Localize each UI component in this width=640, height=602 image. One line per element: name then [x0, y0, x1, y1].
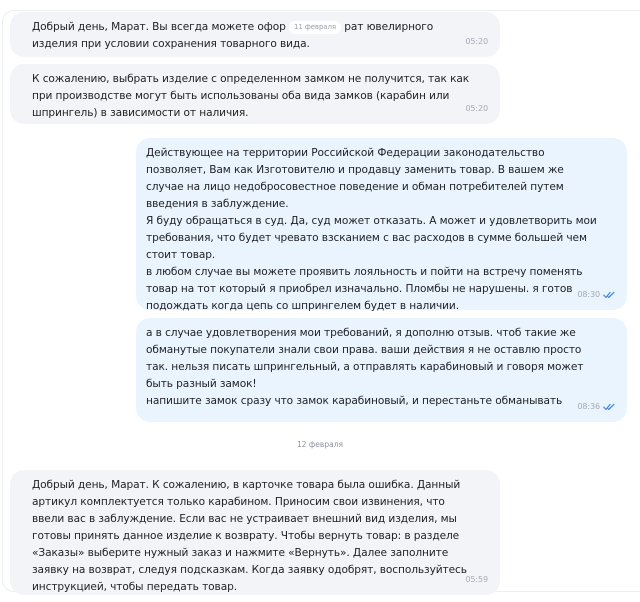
date-separator: 12 февраля [296, 440, 344, 449]
message-incoming[interactable] [10, 12, 500, 57]
message-outgoing[interactable] [136, 138, 627, 310]
message-line: Добрый день, Марат. Вы всегда можете офор 11 февраля рат ювелирного [32, 21, 434, 33]
message-line: позволяет, Вам как Изготовителю и продавцу заменить товар. В вашем же [146, 164, 564, 176]
message-line: готовы принять данное изделие к возврату. Чтобы вернуть товар: в разделе [32, 530, 460, 542]
message-incoming[interactable] [10, 470, 500, 595]
message-line: случае на лицо недобросовестное поведение и обман потребителей путем [146, 181, 564, 193]
message-line: инструкцией, чтобы передать товар. [32, 581, 237, 593]
message-incoming[interactable] [10, 64, 500, 124]
message-line: товар на тот который я приобрел изначально. Пломбы не нарушены. я готов [146, 283, 573, 295]
message-line: Действующее на территории Российской Федерации законодательство [146, 147, 545, 159]
message-line: при производстве могут быть использованы оба вида замков (карабин или [32, 90, 450, 102]
message-outgoing[interactable] [136, 318, 627, 422]
read-double-check-icon [603, 291, 615, 299]
message-meta [577, 286, 615, 303]
message-time: 08:30 [577, 290, 600, 299]
message-line: К сожалению, выбрать изделие с определенном замком не получится, так как [32, 73, 470, 85]
message-line: стоит товар. [146, 249, 216, 261]
message-time: 05:20 [465, 37, 488, 46]
message-line: а в случае удовлетворения мои требований, я дополню отзыв. чтоб такие же [146, 327, 576, 339]
message-meta [465, 571, 488, 588]
message-time: 05:20 [465, 104, 488, 113]
message-line: обманутые покупатели знали свои права. ваши действия я не оставлю просто [146, 344, 582, 356]
message-line: подождать когда цепь со шпрингелем будет в наличии. [146, 300, 459, 312]
message-line: «Заказы» выберите нужный заказ и нажмите «Вернуть». Далее заполните [32, 547, 449, 559]
message-line: заявку на возврат, следуя подсказкам. Когда заявку одобрят, воспользуйтесь [32, 564, 467, 576]
message-meta [465, 33, 488, 50]
message-line: в любом случае вы можете проявить лояльность и пойти на встречу поменять [146, 266, 583, 278]
date-tooltip: 11 февраля [289, 21, 341, 34]
read-double-check-icon [603, 403, 615, 411]
message-line: так. нельзя писать шпрингельный, а отправлять карабиновый и говоря может [146, 361, 584, 373]
message-time: 08:36 [577, 402, 600, 411]
message-line: требования, что будет чревато взсканием с вас расходов в сумме большей чем [146, 232, 587, 244]
message-line: ввели вас в заблуждение. Если вас не устраивает внешний вид изделия, мы [32, 513, 457, 525]
message-line: шпрингель) в зависимости от наличия. [32, 107, 249, 119]
message-line: изделия при условии сохранения товарного вида. [32, 38, 310, 50]
message-meta [465, 100, 488, 117]
message-line: Добрый день, Марат. К сожалению, в карточке товара была ошибка. Данный [32, 479, 461, 491]
message-line: быть разный замок! [146, 378, 257, 390]
message-meta [577, 398, 615, 415]
message-line: Я буду обращаться в суд. Да, суд может отказать. А может и удовлетворить мои [146, 215, 597, 227]
message-line: напишите замок сразу что замок карабиновый, и перестаньте обманывать [146, 395, 563, 407]
message-line: введения в заблуждение. [146, 198, 289, 210]
message-time: 05:59 [465, 575, 488, 584]
message-line: артикул комплектуется только карабином. Приносим свои извинения, что [32, 496, 445, 508]
